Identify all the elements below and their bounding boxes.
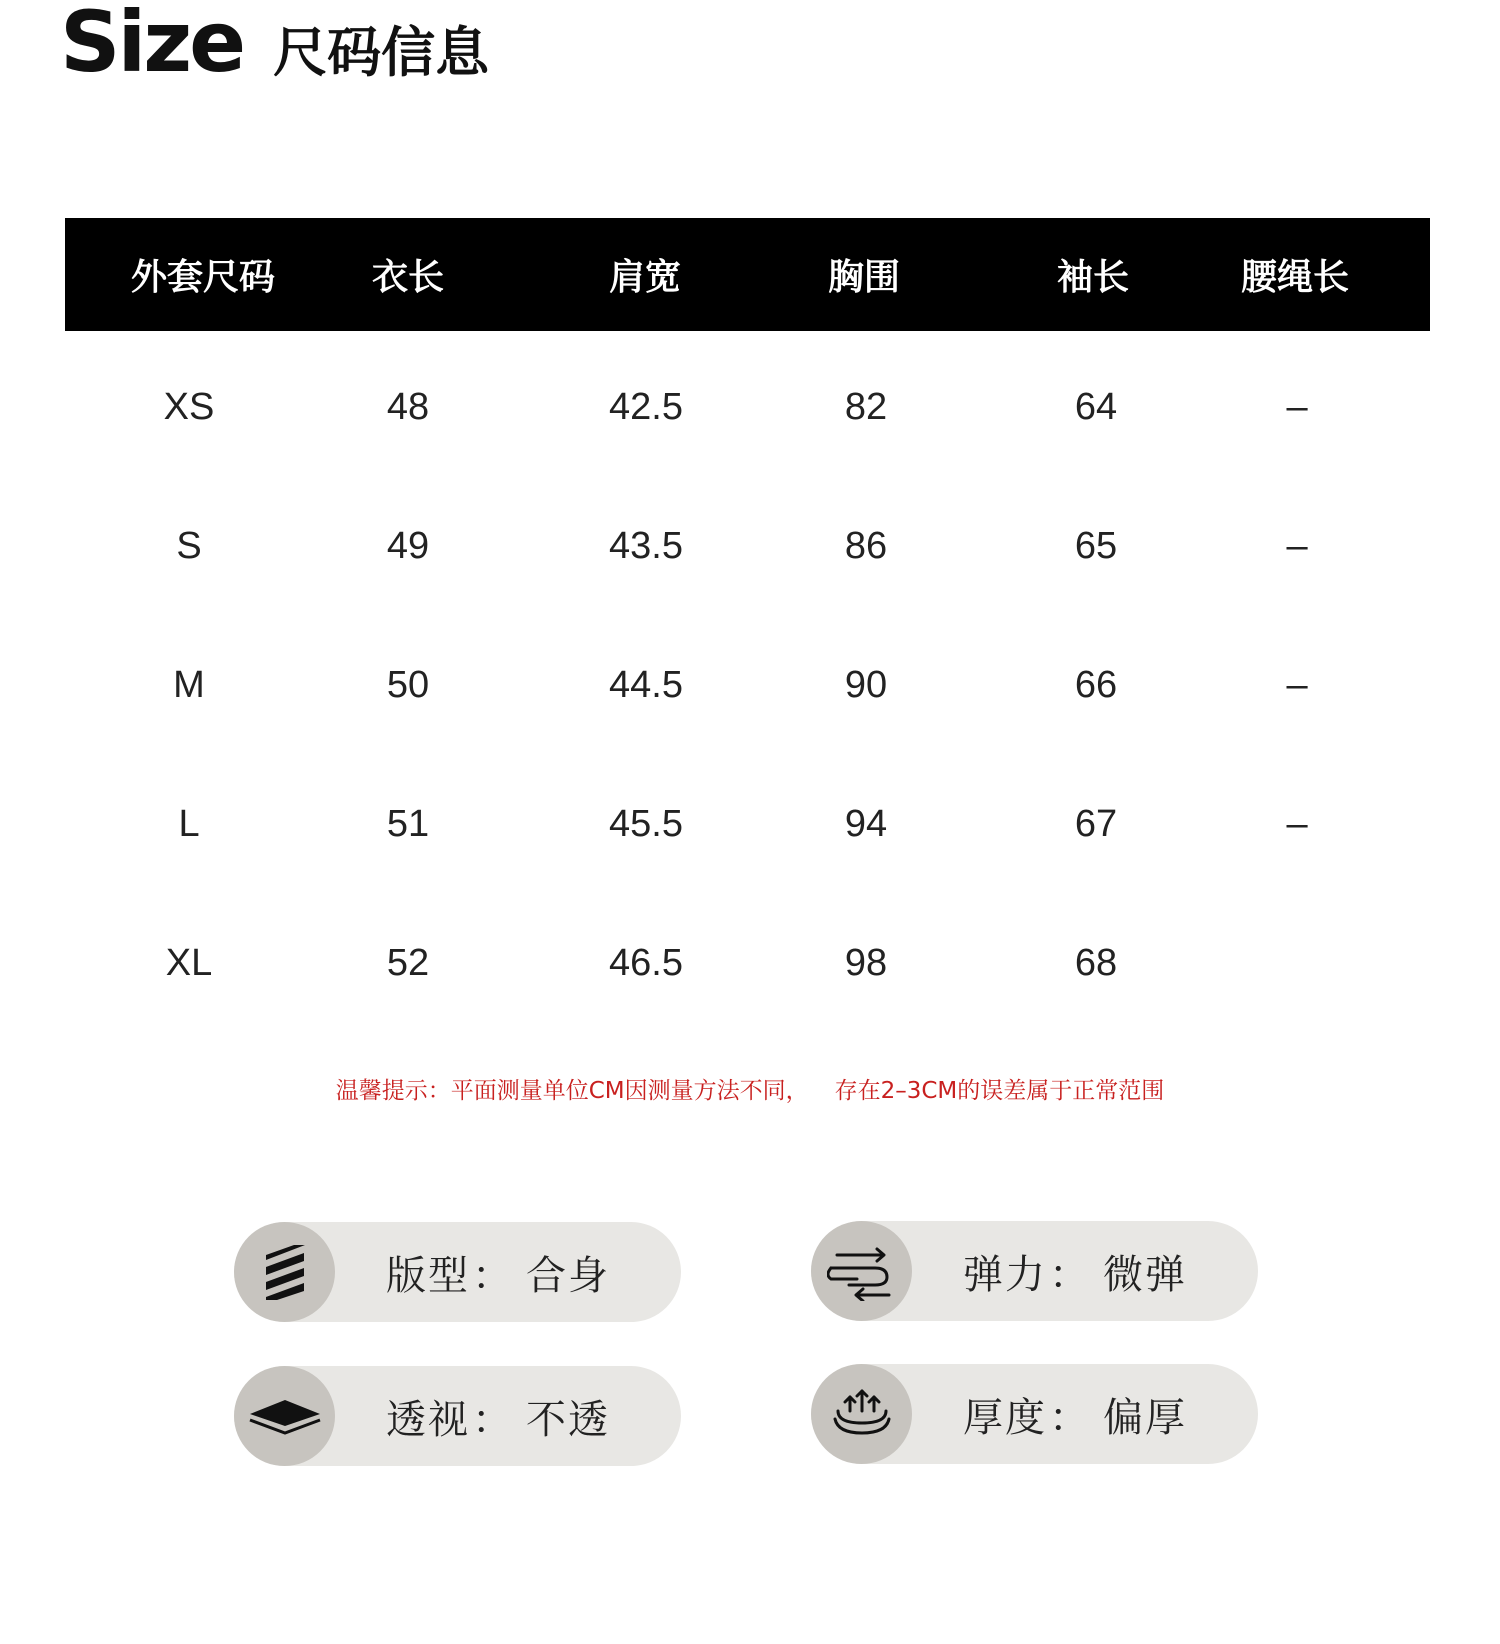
- note-part-2: 存在2–3CM的误差属于正常范围: [834, 1078, 1165, 1104]
- title-english: Size: [60, 0, 244, 91]
- page-title: [60, 0, 490, 91]
- measurement-note: [0, 1072, 1500, 1105]
- table-row: XS 48 42.5 82 64 –: [163, 385, 1308, 428]
- thickness-arrows-icon: [811, 1364, 912, 1464]
- layers-icon: [234, 1366, 335, 1466]
- attribute-transparency: [234, 1366, 681, 1466]
- table-row: XL 52 46.5 98 68: [165, 941, 1118, 984]
- attribute-transparency-label: 透视 ： 不透: [386, 1396, 610, 1443]
- attribute-stretch-label: 弹力 ： 微弹: [963, 1251, 1187, 1298]
- note-part-1: 温馨提示：平面测量单位CM因测量方法不同，: [335, 1078, 809, 1104]
- attribute-thickness: [811, 1364, 1258, 1464]
- stretch-arrows-icon: [811, 1221, 912, 1321]
- fit-stripes-icon: [234, 1222, 335, 1322]
- table-row: S 49 43.5 86 65 –: [176, 524, 1308, 567]
- table-row: L 51 45.5 94 67 –: [178, 802, 1308, 845]
- attribute-fit: [234, 1222, 681, 1322]
- attribute-thickness-label: 厚度 ： 偏厚: [963, 1394, 1187, 1441]
- title-chinese: 尺码信息: [273, 21, 490, 84]
- table-row: M 50 44.5 90 66 –: [173, 663, 1308, 706]
- attribute-fit-label: 版型 ： 合身: [386, 1252, 610, 1299]
- attribute-stretch: [811, 1221, 1258, 1321]
- size-table-header: 外套尺码 衣长 肩宽 胸围 袖长 腰绳长: [65, 218, 1430, 331]
